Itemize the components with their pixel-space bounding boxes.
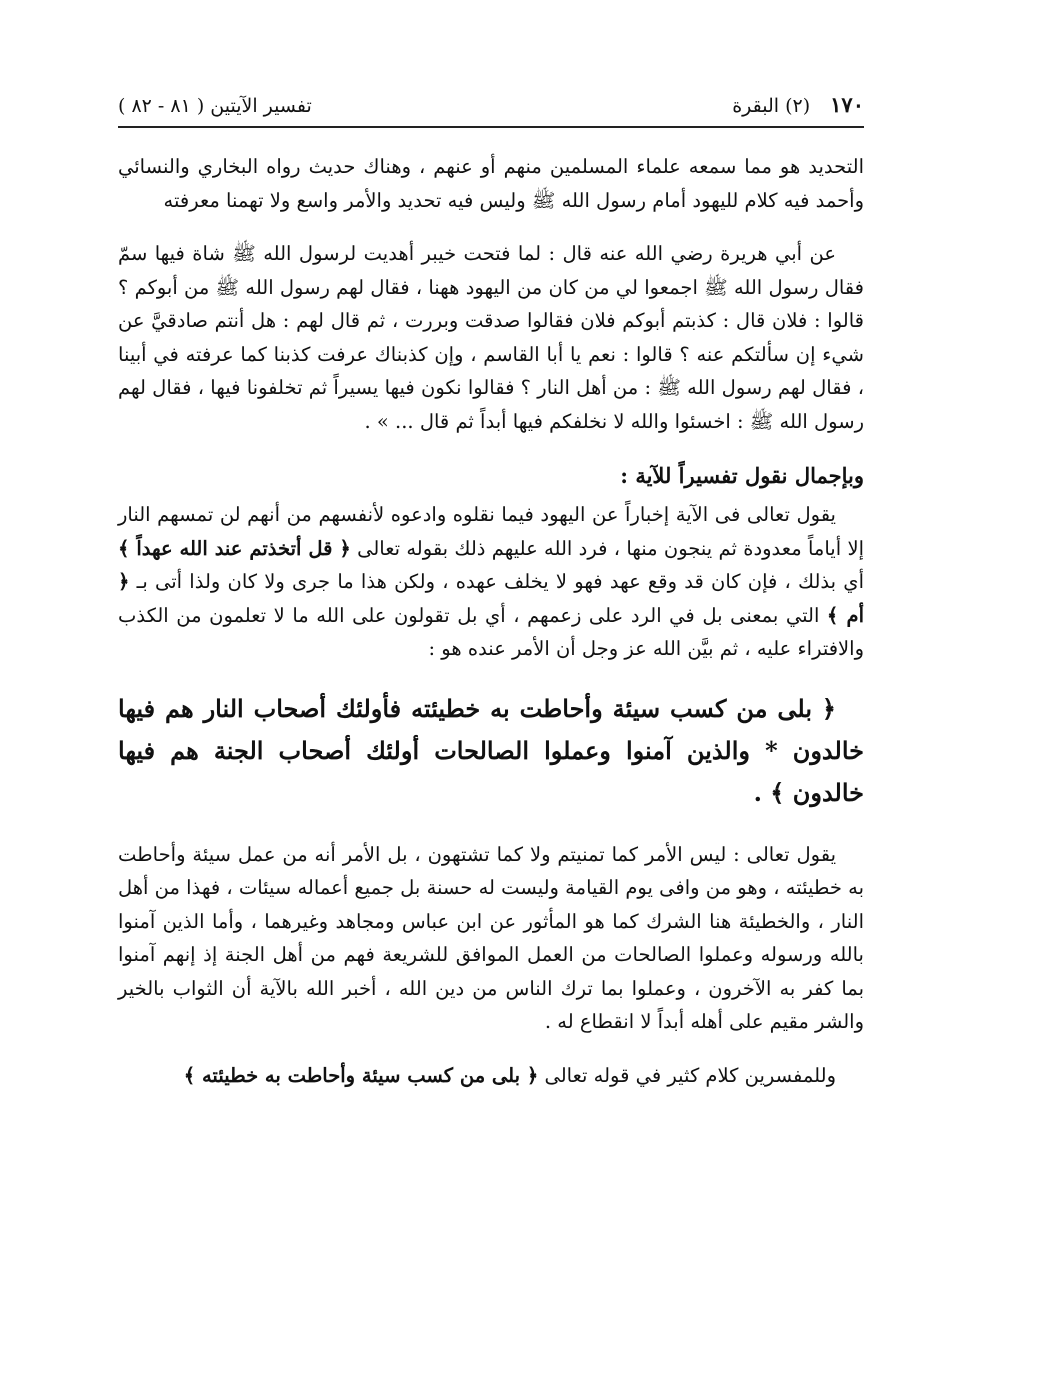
explanation-text-2: أي بذلك ، فإن كان قد وقع عهد فهو لا يخلف عهده ، ولكن هذا ما جرى ولا كان ولذا أتى بـ [129, 570, 864, 593]
commentary-paragraph: يقول تعالى : ليس الأمر كما تمنيتم ولا كما تشتهون ، بل الأمر أنه من عمل سيئة وأحاطت به خطيئته ، وهو من وافى يوم القيامة وليست له حسنة بل جميع أعماله سيئات ، فهذا من أهل النار ، والخطيئة هنا الشرك كما هو المأثور عن ابن عباس ومجاهد وغيرهما ، وأما الذين آمنوا بالله ورسوله وعملوا الصالحات من العمل الموافق للشريعة فهم من أهل الجنة إذ إنهم آمنوا بما كفر به الآخرون ، وعملوا بما ترك الناس من دين الله ، أخبر الله بالآية أن الثواب بالخير والشر مقيم على أهله أبداً لا انقطاع له . [118, 842, 864, 1033]
quran-quote-3: ﴿ بلى من كسب سيئة وأحاطت به خطيئته ﴾ [183, 1063, 539, 1087]
hadith-paragraph: عن أبي هريرة رضي الله عنه قال : لما فتحت خيبر أهديت لرسول الله ﷺ شاة فيها سمّ فقال رسول الله ﷺ اجمعوا لي من كان من اليهود ههنا ، فقال لهم رسول الله ﷺ من أبوكم ؟ قالوا : فلان قال : كذبتم أبوكم فلان فقالوا صدقت وبررت ، ثم قال لهم : هل أنتم صادقيَّ عن شيء إن سألتكم عنه ؟ قالوا : نعم يا أبا القاسم ، وإن كذبناك عرفت كذبنا كما عرفته في أبينا ، فقال لهم رسول الله ﷺ : من أهل النار ؟ فقالوا نكون فيها يسيراً ثم تخلفونا فيها ، فقال لهم رسول الله ﷺ : اخسئوا والله لا نخلفكم فيها أبداً ثم قال ... » . [118, 242, 864, 433]
explanation-text-3: التي بمعنى بل في الرد على زعمهم ، أي بل تقولون على الله ما لا تعلمون من الكذب والافتراء عليه ، ثم بيَّن الله عز وجل أن الأمر عنده هو : [118, 603, 864, 660]
section-heading: وبإجمال نقول تفسيراً للآية : [620, 463, 864, 488]
closing-paragraph [118, 1059, 864, 1093]
page-number: ١٧٠ [830, 92, 864, 117]
intro-paragraph: التحديد هو مما سمعه علماء المسلمين منهم أو عنهم ، وهناك حديث رواه البخاري والنسائي وأحمد فيه كلام لليهود أمام رسول الله ﷺ وليس فيه تحديد والأمر واسع ولا تهمنا معرفته [118, 155, 864, 212]
page-header [118, 92, 864, 126]
header-divider [118, 126, 864, 128]
verse-block: ﴿ بلى من كسب سيئة وأحاطت به خطيئته فأولئك أصحاب النار هم فيها خالدون * والذين آمنوا وعملوا الصالحات أولئك أصحاب الجنة هم فيها خالدون ﴾ . [118, 693, 864, 807]
explanation-paragraph [118, 498, 864, 666]
explanation-text-1: يقول تعالى فى الآية إخباراً عن اليهود فيما نقلوه وادعوه لأنفسهم من أنهم لن تمسهم النار إلا أياماً معدودة ثم ينجون منها ، فرد الله عليهم ذلك بقوله تعالى [118, 503, 864, 560]
book-page [118, 92, 864, 1092]
header-right [732, 92, 864, 117]
closing-text: وللمفسرين كلام كثير في قوله تعالى [538, 1063, 836, 1087]
surah-title: (٢) البقرة [732, 95, 811, 117]
quran-quote-2: ﴿ أم ﴾ [118, 570, 864, 627]
section-title: تفسير الآيتين ( ٨١ - ٨٢ ) [118, 95, 312, 117]
quran-quote-1: ﴿ قل أتخذتم عند الله عهداً ﴾ [118, 536, 351, 560]
